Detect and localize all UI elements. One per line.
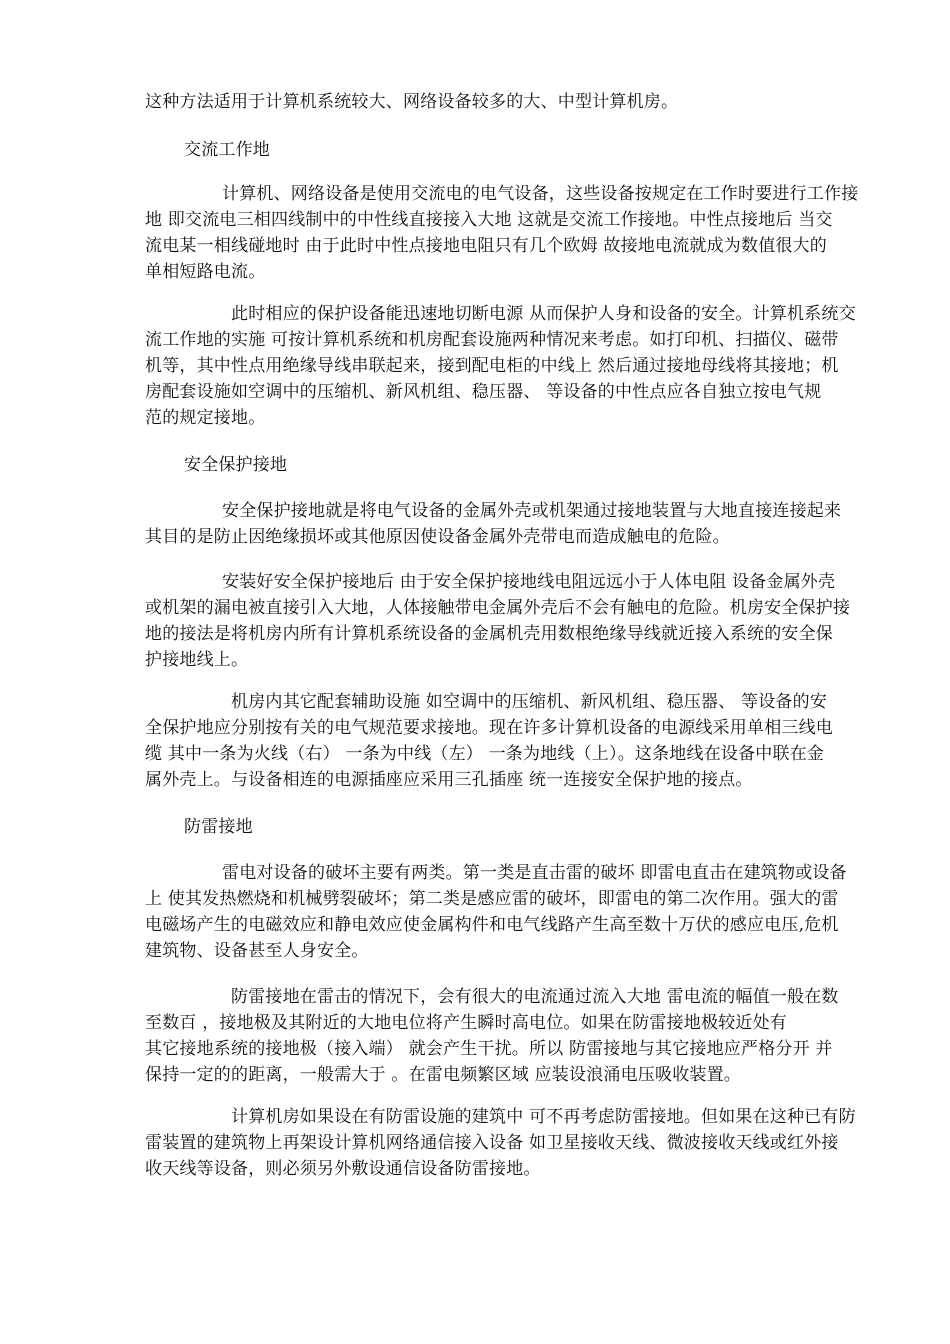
paragraph-line: 雷电对设备的破坏主要有两类。第一类是直击雷的破坏 即雷电直击在建筑物或设备 — [222, 863, 847, 883]
paragraph-line: 其目的是防止因绝缘损坏或其他原因使设备金属外壳带电而造成触电的危险。 — [145, 527, 730, 547]
paragraph-line: 流工作地的实施 可按计算机系统和机房配套设施两种情况来考虑。如打印机、扫描仪、磁带 — [145, 330, 839, 350]
paragraph-line: 安装好安全保护接地后 由于安全保护接地线电阻远远小于人体电阻 设备金属外壳 — [222, 572, 836, 592]
paragraph-line: 或机架的漏电被直接引入大地，人体接触带电金属外壳后不会有触电的危险。机房安全保护接 — [145, 598, 851, 618]
section-heading: 防雷接地 — [184, 817, 253, 837]
intro-line: 这种方法适用于计算机系统较大、网络设备较多的大、中型计算机房。 — [145, 92, 679, 112]
paragraph-line: 上 使其发热燃烧和机械劈裂破坏；第二类是感应雷的破坏，即雷电的第二次作用。强大的雷 — [145, 889, 839, 909]
paragraph-line: 计算机、网络设备是使用交流电的电气设备，这些设备按规定在工作时要进行工作接 — [222, 184, 859, 204]
paragraph-line: 雷装置的建筑物上再架设计算机网络通信接入设备 如卫星接收天线、微波接收天线或红外接 — [145, 1133, 839, 1153]
paragraph-line: 单相短路电流。 — [145, 262, 266, 282]
paragraph-line: 此时相应的保护设备能迅速地切断电源 从而保护人身和设备的安全。计算机系统交 — [231, 304, 856, 324]
paragraph-line: 电磁场产生的电磁效应和静电效应使金属构件和电气线路产生高至数十万伏的感应电压,危机 — [145, 915, 839, 935]
paragraph-line: 属外壳上。与设备相连的电源插座应采用三孔插座 统一连接安全保护地的接点。 — [145, 770, 753, 790]
paragraph-line: 建筑物、设备甚至人身安全。 — [145, 941, 369, 961]
paragraph-line: 全保护地应分别按有关的电气规范要求接地。现在许多计算机设备的电源线采用单相三线电 — [145, 718, 833, 738]
section-heading: 交流工作地 — [184, 140, 270, 160]
paragraph-line: 保持一定的的距离，一般需大于 。在雷电频繁区域 应装设浪涌电压吸收装置。 — [145, 1065, 742, 1085]
paragraph-line: 护接地线上。 — [145, 650, 249, 670]
paragraph-line: 房配套设施如空调中的压缩机、新风机组、稳压器、 等设备的中性点应各自独立按电气规 — [145, 382, 822, 402]
section-heading: 安全保护接地 — [184, 455, 288, 475]
paragraph-line: 防雷接地在雷击的情况下，会有很大的电流通过流入大地 雷电流的幅值一般在数 — [231, 987, 839, 1007]
paragraph-line: 计算机房如果设在有防雷设施的建筑中 可不再考虑防雷接地。但如果在这种已有防 — [231, 1107, 856, 1127]
paragraph-line: 收天线等设备，则必须另外敷设通信设备防雷接地。 — [145, 1159, 541, 1179]
paragraph-line: 地的接法是将机房内所有计算机系统设备的金属机壳用数根绝缘导线就近接入系统的安全保 — [145, 624, 833, 644]
paragraph-line: 流电某一相线碰地时 由于此时中性点接地电阻只有几个欧姆 故接地电流就成为数值很大的 — [145, 236, 828, 256]
paragraph-line: 缆 其中一条为火线（右） 一条为中线（左） 一条为地线（上）。这条地线在设备中联在金 — [145, 744, 825, 764]
paragraph-line: 安全保护接地就是将电气设备的金属外壳或机架通过接地装置与大地直接连接起来 — [222, 501, 842, 521]
paragraph-line: 至数百 ，接地极及其附近的大地电位将产生瞬时高电位。如果在防雷接地极较近处有 — [145, 1013, 788, 1033]
paragraph-line: 其它接地系统的接地极（接入端） 就会产生干扰。所以 防雷接地与其它接地应严格分开 并 — [145, 1039, 833, 1059]
paragraph-line: 机房内其它配套辅助设施 如空调中的压缩机、新风机组、稳压器、 等设备的安 — [231, 692, 828, 712]
paragraph-line: 机等，其中性点用绝缘导线串联起来，接到配电柜的中线上 然后通过接地母线将其接地；机 — [145, 356, 839, 376]
paragraph-line: 范的规定接地。 — [145, 408, 266, 428]
paragraph-line: 地 即交流电三相四线制中的中性线直接接入大地 这就是交流工作接地。中性点接地后 当交 — [145, 210, 833, 230]
